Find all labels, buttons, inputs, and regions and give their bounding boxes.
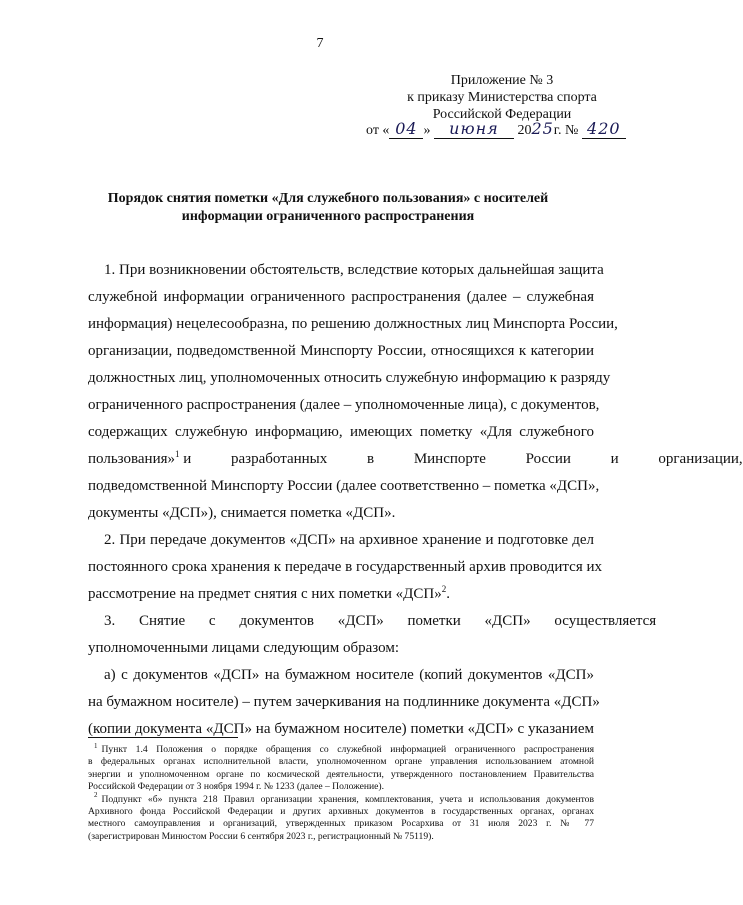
footnote-1-line [88, 741, 594, 756]
order-year-suffix: 25 [531, 119, 554, 138]
title-line-1: Порядок снятия пометки «Для служебного пользования» с носителей [107, 191, 549, 206]
text-fragment: пользования» [88, 451, 175, 467]
paragraph-3 [88, 608, 657, 662]
appendix-title: Приложение № 3 [450, 73, 554, 88]
footnote-1-line: Российской Федерации от 3 ноября 1994 г. № 1233 (далее – Положение). [88, 781, 385, 793]
text-line: уполномоченными лицами следующим образом: [88, 640, 399, 656]
footnote-2-line: местного самоуправления и организаций, утвержденных приказом Росархива от 31 июля 2023 г. № 77 [88, 818, 594, 830]
footnote-2-line: Архивного фонда Российской Федерации и других архивных документов в государственных органах, органах [88, 806, 594, 818]
paragraph-4 [88, 662, 600, 743]
text-line: должностных лиц, уполномоченных относить служебную информацию к разряду [88, 370, 611, 386]
order-date-number [366, 119, 626, 139]
text-fragment: . [446, 586, 450, 602]
text-line: а) с документов «ДСП» на бумажном носителе (копий документов «ДСП» [104, 667, 594, 683]
text-line: служебной информации ограниченного распространения (далее – служебная [88, 289, 594, 305]
appendix-header [372, 72, 632, 123]
order-month: июня [449, 119, 499, 138]
text-line-with-footnote [88, 581, 594, 608]
footnote-text: Пункт 1.4 Положения о порядке обращения со служебной информацией ограниченного распространения [101, 744, 594, 755]
footnote-1-line: энергии и уполномоченном органе по космической деятельности, утвержденного постановлением Правительства [88, 768, 594, 780]
order-reference: к приказу Министерства спорта [407, 90, 597, 105]
order-year-prefix: 20 [517, 123, 532, 138]
footnote-2-mark: 2 [94, 791, 98, 800]
text-line: постоянного срока хранения к передаче в государственный архив проводится их [88, 559, 602, 575]
text-line-with-footnote [88, 446, 743, 473]
document-title [78, 190, 578, 226]
document-body [88, 257, 743, 743]
footnote-ref-1: 1 [175, 449, 180, 459]
ministry-name: Российской Федерации [432, 107, 572, 122]
paragraph-1 [88, 257, 743, 527]
text-line: 2. При передаче документов «ДСП» на архивное хранение и подготовке дел [104, 532, 594, 548]
order-year-tail: г. № [553, 123, 579, 138]
text-line: (копии документа «ДСП» на бумажном носителе) пометки «ДСП» с указанием [88, 721, 594, 737]
text-line: 1. При возникновении обстоятельств, вследствие которых дальнейшая защита [104, 262, 604, 278]
footnote-ref-2: 2 [441, 584, 447, 594]
text-line: документы «ДСП»), снимается пометка «ДСП». [88, 505, 396, 521]
text-line: содержащих служебную информацию, имеющих пометку «Для служебного [88, 424, 594, 440]
order-mid: » [423, 123, 431, 138]
footnote-1-line: в федеральных органах исполнительной власти, уполномоченном органе управления использованием атомной [88, 756, 594, 768]
text-fragment: рассмотрение на предмет снятия с них пометки «ДСП» [88, 586, 442, 602]
text-line: на бумажном носителе) – путем зачеркивания на подлиннике документа «ДСП» [88, 694, 600, 710]
order-day: 04 [395, 119, 418, 138]
order-number: 420 [587, 119, 621, 138]
footnotes [88, 741, 594, 843]
text-line: подведомственной Минспорту России (далее соответственно – пометка «ДСП», [88, 478, 600, 494]
order-prefix: от « [366, 123, 390, 138]
footnote-2-line [88, 791, 594, 806]
text-line: информация) нецелесообразна, по решению должностных лиц Минспорта России, [88, 316, 618, 332]
footnote-2-line: (зарегистрирован Минюстом России 6 сентября 2023 г., регистрационный № 75119). [88, 830, 434, 842]
text-line: 3. Снятие с документов «ДСП» пометки «ДСП» осуществляется [104, 613, 657, 629]
footnote-text: Подпункт «б» пункта 218 Правил организации хранения, комплектования, учета и использования документов [101, 793, 594, 805]
text-line: ограниченного распространения (далее – уполномоченные лица), с документов, [88, 397, 600, 413]
paragraph-2 [88, 527, 602, 608]
footnote-1-mark: 1 [94, 741, 98, 750]
page-number: 7 [316, 36, 324, 51]
footnote-divider [88, 737, 238, 738]
title-line-2: информации ограниченного распространения [181, 209, 475, 224]
text-line: организации, подведомственной Минспорту России, относящихся к категории [88, 343, 594, 359]
text-fragment: и разработанных в Минспорте России и организации, [183, 451, 743, 467]
